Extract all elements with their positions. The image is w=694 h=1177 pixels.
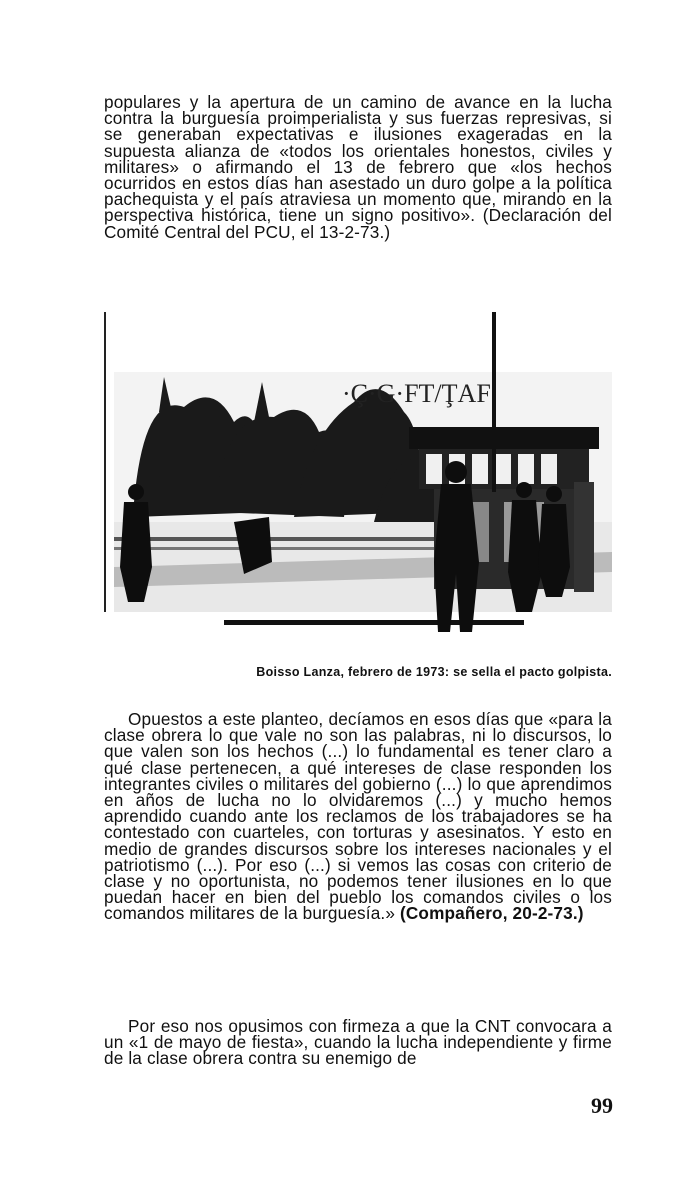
paragraph-3: Por eso nos opusimos con firmeza a que la CNT convocara a un «1 de mayo de fiesta», cuando la lucha independiente y firme de la clase obrera contra su enemigo de: [104, 1016, 612, 1069]
photo-caption: Boisso Lanza, febrero de 1973: se sella el pacto golpista.: [256, 665, 612, 679]
citation-companero: (Compañero, 20-2-73.): [399, 903, 584, 924]
sign-text: ·Ç·G·FT/ŢAF: [342, 379, 491, 408]
page-number: 99: [591, 1093, 613, 1118]
photo: [104, 312, 612, 642]
paragraph-2-text: Opuestos a este planteo, decíamos en esos días que «para la clase obrera lo que vale no son las palabras, ni lo discursos, lo que valen son los hechos (...) lo fundamental es tener claro a qué clase pertenecen, a qué intereses de clase responden los integrantes civiles o militares del gobierno (...) lo que aprendimos en años de lucha no lo olvidaremos (...) y mucho hemos aprendido cuando ante los reclamos de los trabajadores se ha contestado con cuarteles, con torturas y asesinatos. Y esto en medio de grandes discursos sobre los intereses nacionales y el patriotismo (...). Por eso (...) si vemos las cosas con criterio de clase y no oportunista, no podemos tener ilusiones en lo que puedan hacer en bien del pueblo los comandos civiles o los comandos militares de la burguesía.»: [104, 709, 612, 924]
paragraph-2: [104, 711, 612, 922]
paragraph-top: populares y la apertura de un camino de avance en la lucha contra la burguesía proimperialista y sus fuerzas represivas, si se generaban expectativas e ilusiones exageradas en la supuesta alianza de «todos los orientales honestos, civiles y militares» o afirmando el 13 de febrero que «los hechos ocurridos en estos días han asestado un duro golpe a la política pachequista y el país atraviesa un momento que, mirando en la perspectiva histórica, tiene un signo positivo». (Declaración del Comité Central del PCU, el 13-2-73.): [104, 92, 612, 242]
